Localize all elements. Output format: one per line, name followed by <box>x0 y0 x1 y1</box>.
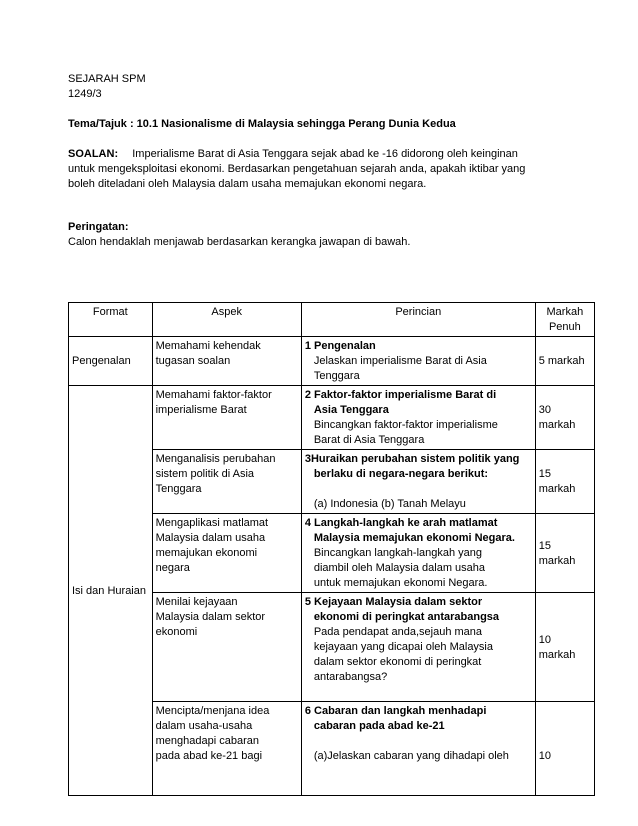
aspek-cell: Menilai kejayaan Malaysia dalam sektor ekonomi <box>152 593 301 702</box>
markah-cell: 10 <box>535 702 594 796</box>
markah-cell: 30 markah <box>535 386 594 450</box>
header-markah: Markah Penuh <box>535 303 594 337</box>
markah-cell: 15 markah <box>535 514 594 593</box>
format-cell: Isi dan Huraian <box>69 386 153 796</box>
question-text-2: untuk mengeksploitasi ekonomi. Berdasarkan pengetahuan sejarah anda, apakah iktibar yang <box>68 163 526 175</box>
aspek-cell: Menganalisis perubahan sistem politik di Asia Tenggara <box>152 450 301 514</box>
aspek-cell: Memahami faktor-faktor imperialisme Barat <box>152 386 301 450</box>
perincian-cell: 3Huraikan perubahan sistem politik yang berlaku di negara-negara berikut: (a) Indonesia (b) Tanah Melayu <box>301 450 535 514</box>
perincian-cell: 1 Pengenalan Jelaskan imperialisme Barat di Asia Tenggara <box>301 337 535 386</box>
perincian-cell: 6 Cabaran dan langkah menhadapi cabaran pada abad ke-21 (a)Jelaskan cabaran yang dihadapi oleh <box>301 702 535 796</box>
warning-text: Calon hendaklah menjawab berdasarkan kerangka jawapan di bawah. <box>68 236 411 248</box>
question-line-1 <box>68 147 603 162</box>
question-label: SOALAN: <box>68 148 119 160</box>
paper-code: 1249/3 <box>68 88 102 100</box>
warning-label: Peringatan: <box>68 221 129 233</box>
markah-cell: 5 markah <box>535 337 594 386</box>
header-perincian: Perincian <box>301 303 535 337</box>
header-format: Format <box>69 303 153 337</box>
table-row <box>69 337 595 386</box>
aspek-cell: Memahami kehendak tugasan soalan <box>152 337 301 386</box>
answer-framework-table <box>68 302 595 796</box>
document-body <box>68 72 603 250</box>
perincian-cell: 2 Faktor-faktor imperialisme Barat di Asia Tenggara Bincangkan faktor-faktor imperialisme Barat di Asia Tenggara <box>301 386 535 450</box>
question-text-1: Imperialisme Barat di Asia Tenggara sejak abad ke -16 didorong oleh keinginan <box>132 148 518 160</box>
table-row <box>69 386 595 450</box>
aspek-cell: Mengaplikasi matlamat Malaysia dalam usaha memajukan ekonomi negara <box>152 514 301 593</box>
aspek-cell: Mencipta/menjana idea dalam usaha-usaha menghadapi cabaran pada abad ke-21 bagi <box>152 702 301 796</box>
header-aspek: Aspek <box>152 303 301 337</box>
subject-heading: SEJARAH SPM <box>68 73 146 85</box>
markah-cell: 15 markah <box>535 450 594 514</box>
table-header-row <box>69 303 595 337</box>
question-text-3: boleh diteladani oleh Malaysia dalam usaha memajukan ekonomi negara. <box>68 178 427 190</box>
perincian-cell: 5 Kejayaan Malaysia dalam sektor ekonomi di peringkat antarabangsa Pada pendapat anda,sejauh mana kejayaan yang dicapai oleh Malaysia dalam sektor ekonomi di peringkat antarabangsa? <box>301 593 535 702</box>
format-cell: Pengenalan <box>69 337 153 386</box>
perincian-cell: 4 Langkah-langkah ke arah matlamat Malaysia memajukan ekonomi Negara. Bincangkan langkah-langkah yang diambil oleh Malaysia dalam usaha untuk memajukan ekonomi Negara. <box>301 514 535 593</box>
theme-title: Tema/Tajuk : 10.1 Nasionalisme di Malaysia sehingga Perang Dunia Kedua <box>68 118 456 130</box>
markah-cell: 10 markah <box>535 593 594 702</box>
